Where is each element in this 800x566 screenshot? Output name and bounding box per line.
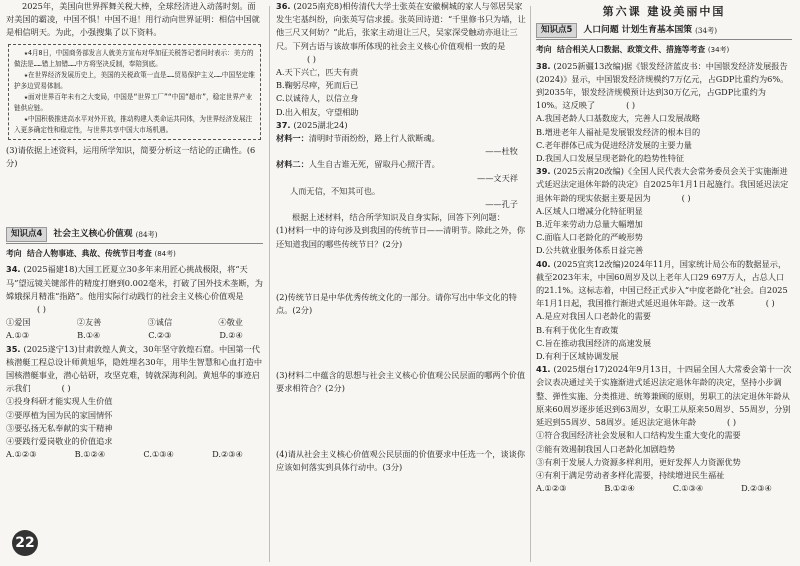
question-prompt: 根据上述材料，结合所学知识及自身实际，回答下列问题： [292,212,505,223]
choice-b: B.鞠躬尽瘁，死而后已 [276,80,359,91]
question-38 [536,60,792,166]
choice-a: A.天下兴亡，匹夫有责 [276,67,359,78]
direction-text: 结合相关人口数据、政策文件、措施等考查 [557,45,706,55]
material-item: ★4月8日，中国商务部发言人就美方宣布对华加征关税答记者问时表示：美方的做法是……错上加错……中方将坚决反制，奉陪到底。 [14,48,254,68]
answer-space[interactable] [276,317,526,343]
question-number: 36. [276,1,291,11]
choice-b: B.有利于优化生育政策 [536,324,619,335]
material-label: 材料二： [276,159,309,170]
question-number: 38. [536,60,551,71]
question-36 [276,0,526,119]
direction-count: (34考) [707,46,730,55]
question-text: (2025烟台17)2024年9月13日，十四届全国人大常委会第十一次会议表决通过关于实施渐进式延迟法定退休年龄的决定，坚持小步调整、弹性实施、分类推进、统筹兼顾的原则，男职工的法定退休年龄从原来60周岁逐步延迟到63周岁，女职工从原来50周岁、55周岁，分别延迟到55周岁、58周岁。延迟法定退休年龄 [536,364,792,428]
knowledge-point-title: 社会主义核心价值观 [53,229,133,240]
question-text: (2025南充8)相传清代大学士张英在安徽桐城的家人与邻居吴家发生宅基纠纷，向张英写信求援。张英回诗道：“千里修书只为墙，让他三尺又何妨？”此后，张家主动退让三尺，吴家深受触动亦退让三尺。下列古语与该故事所体现的社会主义核心价值观相一致的是 [276,1,526,51]
material-text: 人而无信，不知其可也。 [290,185,381,196]
page-number-stamp: 22 [12,530,38,556]
lesson-title: 第六课 建设美丽中国 [602,5,726,18]
intro-paragraph: 2025年，美国向世界挥舞关税大棒，全球经济进入动荡时刻。面对美国的霸凌，中国不惧！中国不退！用行动向世界证明：相信中国就是相信明天。为此，小强搜集了以下资料。 [6,1,260,38]
choice-c: C.老年群体已成为促进经济发展的主要力量 [536,139,692,150]
material-text: 人生自古谁无死，留取丹心照汗青。 [308,159,440,170]
exam-count: (34考) [695,26,718,36]
question-number: 40. [536,258,551,269]
material-source: ——杜牧 [485,146,518,157]
material-item: ★中国积极推进高水平对外开放，推动构建人类命运共同体，为世界经济发展注入更多确定性和稳定性，与世界共享中国大市场机遇。 [14,114,253,134]
choice-d: D.有利于区域协调发展 [536,351,619,362]
question-number: 39. [536,166,551,177]
choice-c: C.以诚待人，以信立身 [276,93,359,104]
choice-a: A.我国老龄人口基数庞大，完善人口发展战略 [536,113,701,124]
answer-blank: ( ) [61,383,71,394]
knowledge-point-tag: 知识点4 [6,227,47,242]
choice-a: A.是应对我国人口老龄化的需要 [536,311,651,322]
material-item: ★面对世界百年未有之大变局，中国是“世界工厂”“中国“超市”，稳定世界产业链供应链。 [14,92,253,112]
statement-item: ④有利于满足劳动者多样化需要，持续增进民生福祉 [536,469,725,480]
statement-item: ①符合我国经济社会发展和人口结构发生重大变化的需要 [536,430,741,441]
choice-b: B.增进老年人福祉是发展银发经济的根本目的 [536,126,701,137]
choice-b: B.①④ [77,330,101,341]
direction-label: 考向 [6,249,22,259]
statement-item: ④要践行爱岗敬业的价值追求 [6,436,113,447]
choice-c: C.①③④ [143,449,174,460]
question-text: (2025新疆13改编)据《银发经济蓝皮书：中国银发经济发展报告(2024)》显示，中国银发经济规模约7万亿元，占GDP比重约为6%。到2035年，银发经济规模预计达到30万亿元，占GDP比重约为10%。这反映了 [536,60,789,111]
question-3: (3)请依据上述资料，运用所学知识，简要分析这一结论的正确性。(6分) [6,144,256,168]
middle-column [276,0,526,566]
question-number: 35. [6,343,21,354]
answer-blank: ( ) [727,417,737,428]
knowledge-point-tag: 知识点5 [536,23,577,38]
material-item: ★在世界经济发展历史上，美国的关税政策一直是……贸易保护主义……中国坚定维护多边贸易体制。 [14,70,255,90]
sub-question-3: (3)材料二中蕴含的思想与社会主义核心价值观公民层面的哪两个价值要求相符合？(2分) [276,370,526,394]
choice-d: D.我国人口发展呈现老龄化的趋势性特征 [536,153,685,164]
answer-blank: ( ) [626,100,636,111]
question-number: 37. [276,119,291,130]
choice-c: C.①③④ [672,483,704,494]
statement-item: ③有利于发展人力资源多样利用，更好发挥人力资源优势 [536,456,741,467]
question-text: (2025遂宁13)甘肃敦煌人黄文，30年坚守敦煌石窟。中国第一代核潜艇工程总设计师黄旭华，隐姓埋名30年，用毕生智慧和心血打造中国核潜艇事业，潜心钻研，攻坚克难，铸就深海利剑。黄旭华的事迹启示我们 [6,343,263,394]
material-source: ——孔子 [485,199,518,210]
option-item: ③诚信 [147,317,173,328]
knowledge-point-header [536,23,792,40]
choice-b: B.①②④ [604,483,635,494]
choice-a: A.①②③ [6,449,37,460]
option-item: ①爱国 [6,317,31,328]
choice-c: C.②③ [148,330,172,341]
choice-c: C.旨在推动我国经济的高速发展 [536,337,652,348]
material-source: ——文天祥 [477,172,518,183]
choice-d: D.②③④ [741,483,772,494]
question-34 [6,263,263,342]
material-box [8,44,261,140]
direction-text: 结合人物事迹、典故、传统节日考查 [27,249,152,259]
exam-direction [536,43,792,57]
question-40 [536,258,792,364]
answer-blank: ( ) [37,304,46,315]
question-41 [536,363,792,495]
column-divider [269,6,270,562]
question-37 [276,119,526,474]
right-column [536,0,792,566]
material-text: 清明时节雨纷纷，路上行人欲断魂。 [308,133,440,144]
question-text: (2025云南20改编)《全国人民代表大会常务委员会关于实施渐进式延迟法定退休年龄的决定》自2025年1月1日起施行。我国延迟法定退休年龄的现实依据主要是因为 [536,166,789,203]
question-35 [6,343,263,462]
left-column [6,0,263,566]
sub-question-2: (2)传统节日是中华优秀传统文化的一部分。请你写出中华文化的特点。(2分) [276,291,517,316]
statement-item: ①投身科研才能实现人生价值 [6,396,113,407]
option-item: ④敬业 [218,317,243,328]
option-item: ②友善 [76,317,102,328]
answer-blank: ( ) [681,192,691,203]
question-number: 41. [536,364,551,375]
question-39 [536,165,792,257]
choice-a: A.区域人口增减分化特征明显 [536,205,643,216]
knowledge-point-title: 人口问题 计划生育基本国策 [583,25,693,36]
choice-a: A.①②③ [536,483,567,494]
choice-b: B.①②④ [74,449,106,460]
statement-item: ③要弘扬无私奉献的实干精神 [6,422,113,433]
choice-d: D.公共就业服务体系日益完善 [536,245,644,256]
exam-direction [6,247,263,261]
exam-count: (84考) [135,230,158,240]
choice-d: D.②④ [219,330,243,341]
question-text: (2025宜宾12改编)2024年11月，国家统计局公布的数据显示，截至2023年末，中国60周岁及以上老年人口29 697万人，占总人口的21.1%。这标志着，中国已经正式步入“中度老龄化”社会。自2025年1月1日起，我国推行渐进式延迟退休年龄。这一改革 [536,258,788,309]
choice-d: D.②③④ [212,449,243,460]
statement-item: ②要厚植为国为民的家国情怀 [6,409,113,420]
answer-blank: ( ) [307,53,316,64]
direction-count: (84考) [154,250,176,259]
sub-question-4: (4)请从社会主义核心价值观公民层面的价值要求中任选一个，谈谈你应该如何落实到具体行动中。(3分) [276,448,526,472]
answer-space[interactable] [276,251,526,277]
answer-space[interactable] [276,396,526,422]
choice-c: C.面临人口老龄化的严峻形势 [536,232,643,243]
knowledge-point-header [6,227,263,244]
statement-item: ②能有效遏制我国人口老龄化加剧趋势 [536,443,676,454]
question-number: 34. [6,264,21,275]
choice-a: A.①③ [6,330,30,341]
choice-d: D.出入相友，守望相助 [276,106,359,117]
material-label: 材料一： [276,133,309,144]
choice-b: B.近年来劳动力总量大幅增加 [536,219,643,230]
question-text: (2025福建18)大国工匠夏立30多年来用匠心挑战极限，将“天马”望远镜关键部件的精度打磨到0.002毫米，打破了国外技术垄断，为嫦娥探月精准“指路”。他用实际行动践行的社会主义核心价值观是 [6,264,263,301]
sub-question-1: (1)材料一中的诗句涉及到我国的传统节日——清明节。除此之外，你还知道我国的哪些传统节日？(2分) [276,225,526,249]
direction-label: 考向 [536,45,552,55]
answer-blank: ( ) [765,298,775,309]
question-source: (2025湖北24) [293,119,348,130]
column-divider [530,6,531,562]
